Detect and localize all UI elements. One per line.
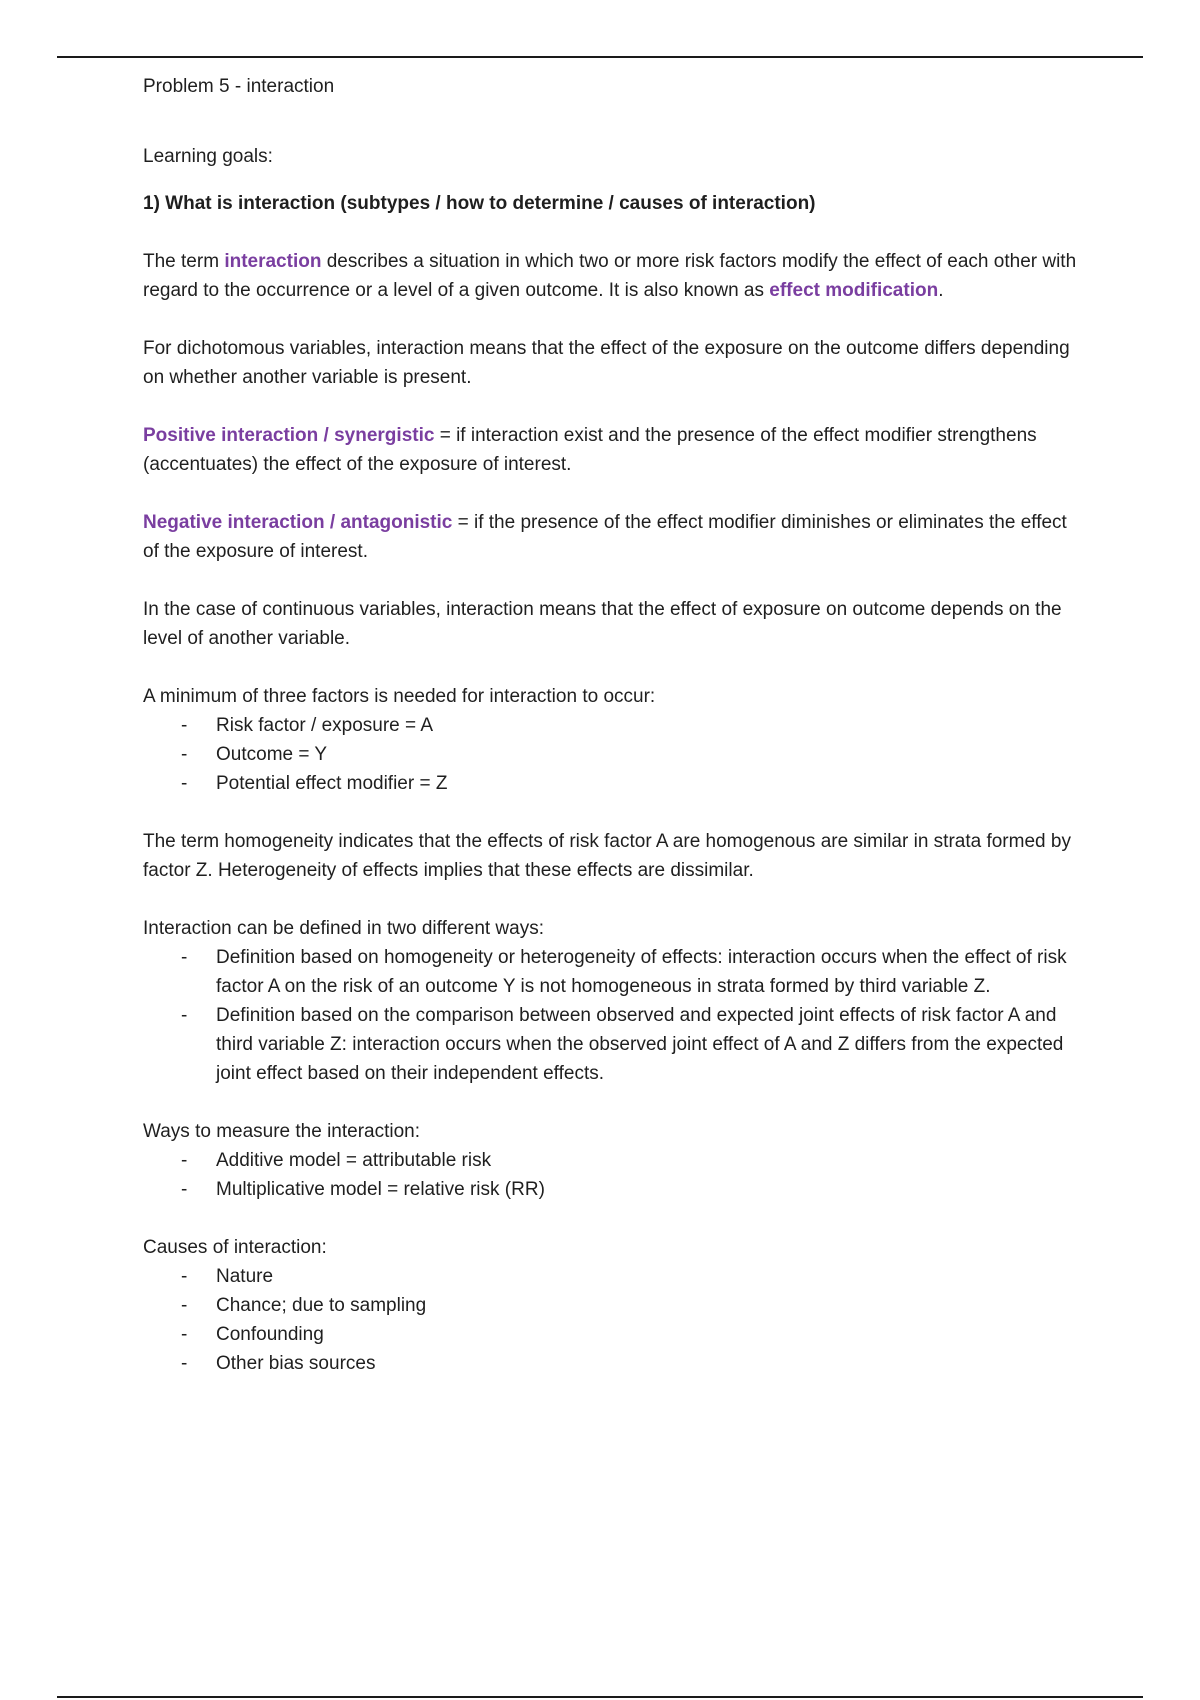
page-header: Problem 5 - interaction	[143, 76, 335, 97]
intro-text-3: .	[938, 280, 944, 301]
goal-heading: 1) What is interaction (subtypes / how to determine / causes of interaction)	[143, 193, 816, 214]
dash-bullet: -	[181, 947, 188, 968]
homogeneity-paragraph: The term homogeneity indicates that the effects of risk factor A are homogenous are similar in strata formed by factor Z. Heterogeneity of effects implies that these effects are dissimilar.	[143, 831, 1071, 881]
causes-list	[143, 1262, 1083, 1378]
list-item-text: Additive model = attributable risk	[216, 1150, 492, 1171]
list-item	[143, 1175, 1083, 1204]
list-item	[143, 711, 1083, 740]
definitions-list	[143, 943, 1083, 1088]
list-item	[143, 1291, 1083, 1320]
list-item-text: Definition based on homogeneity or heterogeneity of effects: interaction occurs when the effect of risk factor A on the risk of an outcome Y is not homogeneous in strata formed by third variable Z.	[216, 947, 1067, 997]
intro-text-2: describes a situation in which two or more risk factors modify the effect of each other with regard to the occurrence or a level of a given outcome. It is also known as	[143, 251, 1077, 301]
list-item	[143, 1146, 1083, 1175]
list-item	[143, 1349, 1083, 1378]
term-negative-interaction: Negative interaction / antagonistic	[143, 512, 453, 533]
term-positive-interaction: Positive interaction / synergistic	[143, 425, 435, 446]
document-page	[143, 72, 1083, 1407]
dash-bullet: -	[181, 1295, 188, 1316]
bottom-rule	[57, 1696, 1143, 1698]
intro-paragraph	[143, 247, 1083, 305]
list-item	[143, 1001, 1083, 1088]
definitions-intro: Interaction can be defined in two different ways:	[143, 918, 545, 939]
dash-bullet: -	[181, 1179, 188, 1200]
dash-bullet: -	[181, 1005, 188, 1026]
negative-interaction-paragraph	[143, 508, 1083, 566]
dash-bullet: -	[181, 773, 188, 794]
list-item	[143, 740, 1083, 769]
dash-bullet: -	[181, 715, 188, 736]
min-factors-intro: A minimum of three factors is needed for interaction to occur:	[143, 686, 656, 707]
list-item	[143, 769, 1083, 798]
learning-goals-label: Learning goals:	[143, 146, 273, 167]
dash-bullet: -	[181, 1266, 188, 1287]
list-item	[143, 1262, 1083, 1291]
term-effect-modification: effect modification	[769, 280, 939, 301]
list-item-text: Other bias sources	[216, 1353, 376, 1374]
dash-bullet: -	[181, 1353, 188, 1374]
min-factors-list	[143, 711, 1083, 798]
list-item-text: Definition based on the comparison between observed and expected joint effects of risk factor A and third variable Z: interaction occurs when the observed joint effect of A and Z differs from the expected joint effect based on their independent effects.	[216, 1005, 1064, 1084]
dash-bullet: -	[181, 1324, 188, 1345]
causes-intro: Causes of interaction:	[143, 1237, 327, 1258]
measure-intro: Ways to measure the interaction:	[143, 1121, 421, 1142]
measure-list	[143, 1146, 1083, 1204]
dash-bullet: -	[181, 1150, 188, 1171]
continuous-paragraph: In the case of continuous variables, interaction means that the effect of exposure on outcome depends on the level of another variable.	[143, 599, 1062, 649]
list-item-text: Confounding	[216, 1324, 324, 1345]
intro-text-1: The term	[143, 251, 225, 272]
list-item-text: Multiplicative model = relative risk (RR)	[216, 1179, 545, 1200]
dichotomous-paragraph: For dichotomous variables, interaction means that the effect of the exposure on the outcome differs depending on whether another variable is present.	[143, 338, 1070, 388]
list-item-text: Potential effect modifier = Z	[216, 773, 448, 794]
list-item-text: Nature	[216, 1266, 274, 1287]
top-rule	[57, 56, 1143, 58]
positive-interaction-text: = if interaction exist and the presence of the effect modifier strengthens (accentuates) the effect of the exposure of interest.	[143, 425, 1037, 475]
negative-interaction-text: = if the presence of the effect modifier diminishes or eliminates the effect of the exposure of interest.	[143, 512, 1067, 562]
list-item	[143, 943, 1083, 1001]
list-item-text: Risk factor / exposure = A	[216, 715, 434, 736]
term-interaction: interaction	[224, 251, 322, 272]
dash-bullet: -	[181, 744, 188, 765]
list-item-text: Outcome = Y	[216, 744, 328, 765]
list-item-text: Chance; due to sampling	[216, 1295, 427, 1316]
list-item	[143, 1320, 1083, 1349]
positive-interaction-paragraph	[143, 421, 1083, 479]
